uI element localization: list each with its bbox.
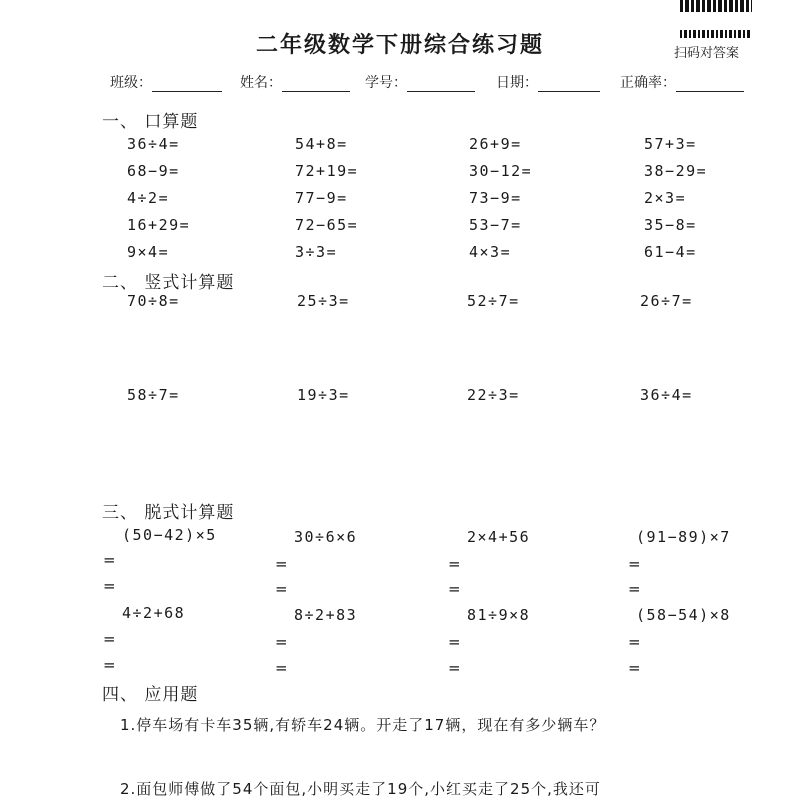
- oral-question: 38−29=: [644, 162, 708, 180]
- oral-question: 35−8=: [644, 216, 697, 234]
- oral-question: 4÷2=: [127, 189, 170, 207]
- stepwise-question: 30÷6×6: [294, 528, 358, 546]
- equals-sign: =: [448, 659, 461, 677]
- equals-sign: =: [103, 630, 116, 648]
- vertical-question: 36÷4=: [640, 386, 693, 404]
- date-label: 日期：: [496, 75, 538, 91]
- section-word-title: 四、 应用题: [102, 685, 199, 705]
- vertical-question: 22÷3=: [467, 386, 520, 404]
- qr-code-icon[interactable]: [680, 0, 752, 12]
- stepwise-question: 2×4+56: [467, 528, 531, 546]
- class-field[interactable]: [110, 72, 222, 92]
- name-label: 姓名：: [240, 75, 282, 91]
- section-oral-title: 一、 口算题: [102, 112, 199, 132]
- page-title: 二年级数学下册综合练习题: [255, 32, 544, 58]
- oral-question: 26+9=: [469, 135, 522, 153]
- student-id-field[interactable]: [365, 72, 475, 92]
- equals-sign: =: [103, 551, 116, 569]
- equals-sign: =: [628, 633, 641, 651]
- oral-question: 4×3=: [469, 243, 512, 261]
- oral-question: 61−4=: [644, 243, 697, 261]
- student-id-label: 学号：: [365, 75, 407, 91]
- equals-sign: =: [448, 580, 461, 598]
- stepwise-question: (58−54)×8: [636, 606, 731, 624]
- equals-sign: =: [275, 555, 288, 573]
- equals-sign: =: [628, 555, 641, 573]
- vertical-question: 19÷3=: [297, 386, 350, 404]
- equals-sign: =: [628, 580, 641, 598]
- date-field[interactable]: [496, 72, 600, 92]
- equals-sign: =: [275, 659, 288, 677]
- oral-question: 57+3=: [644, 135, 697, 153]
- name-blank[interactable]: [282, 77, 350, 92]
- oral-question: 16+29=: [127, 216, 191, 234]
- accuracy-blank[interactable]: [676, 77, 744, 92]
- equals-sign: =: [275, 633, 288, 651]
- qr-caption: 扫码对答案: [674, 46, 740, 61]
- class-blank[interactable]: [152, 77, 222, 92]
- word-problem: 2.面包师傅做了54个面包,小明买走了19个,小红买走了25个,我还可: [120, 780, 601, 798]
- oral-question: 72+19=: [295, 162, 359, 180]
- equals-sign: =: [103, 656, 116, 674]
- stepwise-question: (50−42)×5: [122, 526, 217, 544]
- oral-question: 54+8=: [295, 135, 348, 153]
- oral-question: 36÷4=: [127, 135, 180, 153]
- oral-question: 53−7=: [469, 216, 522, 234]
- oral-question: 3÷3=: [295, 243, 338, 261]
- section-stepwise-title: 三、 脱式计算题: [102, 503, 235, 523]
- oral-question: 77−9=: [295, 189, 348, 207]
- accuracy-field[interactable]: [620, 72, 744, 92]
- equals-sign: =: [448, 633, 461, 651]
- stepwise-question: 4÷2+68: [122, 604, 186, 622]
- name-field[interactable]: [240, 72, 350, 92]
- student-id-blank[interactable]: [407, 77, 475, 92]
- vertical-question: 70÷8=: [127, 292, 180, 310]
- oral-question: 73−9=: [469, 189, 522, 207]
- oral-question: 72−65=: [295, 216, 359, 234]
- oral-question: 2×3=: [644, 189, 687, 207]
- equals-sign: =: [275, 580, 288, 598]
- equals-sign: =: [628, 659, 641, 677]
- equals-sign: =: [448, 555, 461, 573]
- date-blank[interactable]: [538, 77, 600, 92]
- vertical-question: 26÷7=: [640, 292, 693, 310]
- vertical-question: 25÷3=: [297, 292, 350, 310]
- oral-question: 30−12=: [469, 162, 533, 180]
- word-problem: 1.停车场有卡车35辆,有轿车24辆。开走了17辆，现在有多少辆车？: [120, 716, 606, 734]
- oral-question: 68−9=: [127, 162, 180, 180]
- vertical-question: 52÷7=: [467, 292, 520, 310]
- vertical-question: 58÷7=: [127, 386, 180, 404]
- class-label: 班级：: [110, 75, 152, 91]
- section-vertical-title: 二、 竖式计算题: [102, 273, 235, 293]
- stepwise-question: 8÷2+83: [294, 606, 358, 624]
- accuracy-label: 正确率：: [620, 75, 676, 91]
- stepwise-question: 81÷9×8: [467, 606, 531, 624]
- oral-question: 9×4=: [127, 243, 170, 261]
- stepwise-question: (91−89)×7: [636, 528, 731, 546]
- equals-sign: =: [103, 577, 116, 595]
